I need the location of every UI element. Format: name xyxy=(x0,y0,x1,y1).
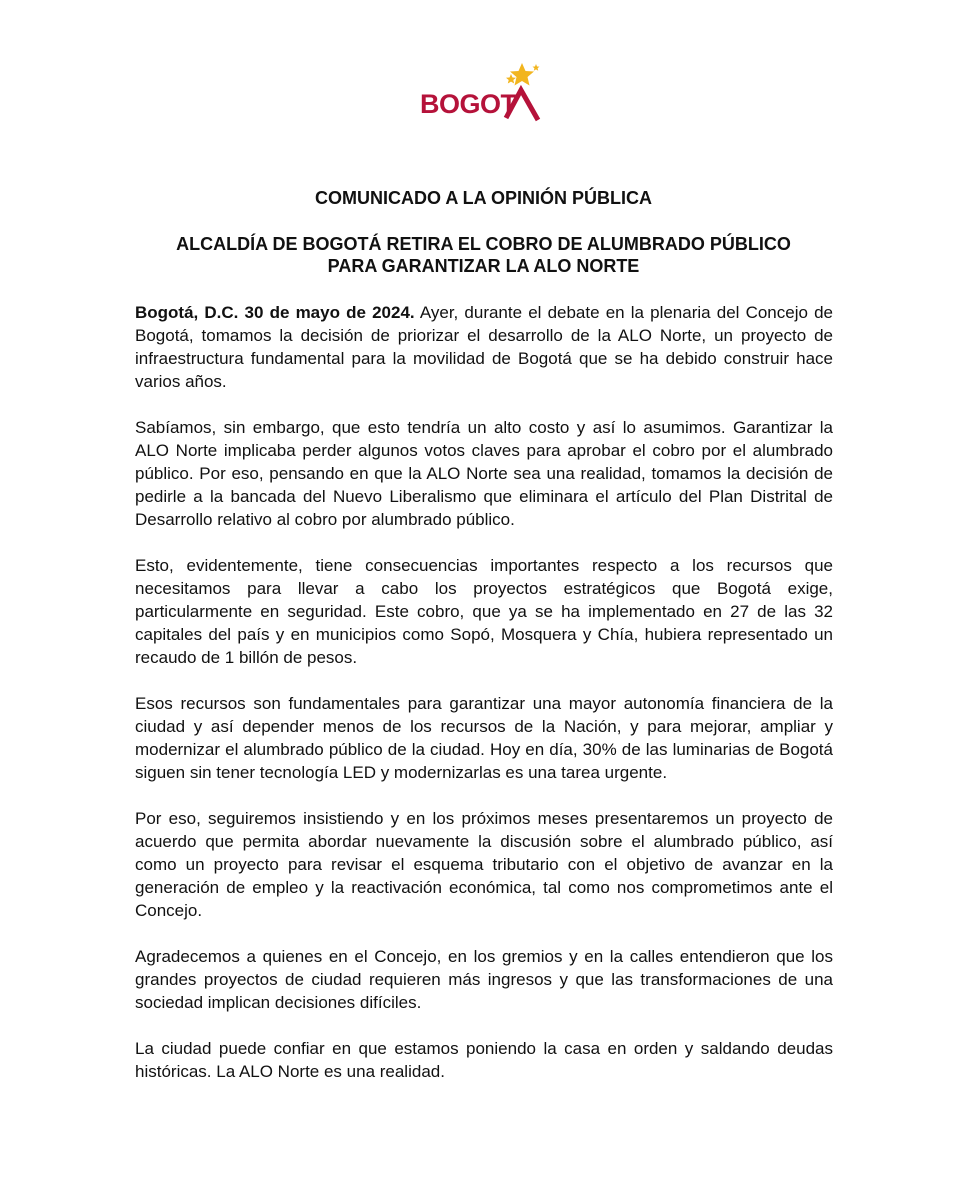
headline xyxy=(0,233,967,277)
paragraph-3: Esto, evidentemente, tiene consecuencias importantes respecto a los recursos que necesitamos para llevar a cabo los proyectos estratégicos que Bogotá exige, particularmente en seguridad. Este cobro, que ya se ha implementado en 27 de las 32 capitales del país y en municipios como Sopó, Mosquera y Chía, hubiera representado un recaudo de 1 billón de pesos. xyxy=(135,556,833,667)
logo-stars-icon xyxy=(420,60,544,126)
headline-line-1: ALCALDÍA DE BOGOTÁ RETIRA EL COBRO DE ALUMBRADO PÚBLICO xyxy=(176,234,791,254)
paragraph-1-text: Ayer, durante el debate en la plenaria del Concejo de Bogotá, tomamos la decisión de priorizar el desarrollo de la ALO Norte, un proyecto de infraestructura fundamental para la movilidad de Bogotá que se ha debido construir hace varios años. xyxy=(135,303,833,391)
paragraph-5: Por eso, seguiremos insistiendo y en los próximos meses presentaremos un proyecto de acuerdo que permita abordar nuevamente la discusión sobre el alumbrado público, así como un proyecto para revisar el esquema tributario con el objetivo de avanzar en la generación de empleo y la reactivación económica, tal como nos comprometimos ante el Concejo. xyxy=(135,809,833,920)
paragraph-4: Esos recursos son fundamentales para garantizar una mayor autonomía financiera de la ciudad y así depender menos de los recursos de la Nación, y para mejorar, ampliar y modernizar el alumbrado público de la ciudad. Hoy en día, 30% de las luminarias de Bogotá siguen sin tener tecnología LED y modernizarlas es una tarea urgente. xyxy=(135,694,833,782)
communique-title: COMUNICADO A LA OPINIÓN PÚBLICA xyxy=(315,188,652,208)
logo-star-small-icon xyxy=(506,74,516,84)
headline-line-2: PARA GARANTIZAR LA ALO NORTE xyxy=(327,256,640,276)
bogota-logo xyxy=(420,60,544,126)
paragraph-2: Sabíamos, sin embargo, que esto tendría un alto costo y así lo asumimos. Garantizar la ALO Norte implicaba perder algunos votos claves para aprobar el cobro por el alumbrado público. Por eso, pensando en que la ALO Norte sea una realidad, tomamos la decisión de pedirle a la bancada del Nuevo Liberalismo que eliminara el artículo del Plan Distrital de Desarrollo relativo al cobro por alumbrado público. xyxy=(135,418,833,529)
logo-star-tiny-icon xyxy=(533,64,540,71)
paragraph-6: Agradecemos a quienes en el Concejo, en los gremios y en la calles entendieron que los grandes proyectos de ciudad requieren más ingresos y que las transformaciones de una sociedad implican decisiones difíciles. xyxy=(135,947,833,1012)
paragraph-1 xyxy=(135,301,833,393)
logo-a-mark-icon xyxy=(506,90,538,120)
dateline: Bogotá, D.C. 30 de mayo de 2024. xyxy=(135,303,415,322)
paragraph-7: La ciudad puede confiar en que estamos poniendo la casa en orden y saldando deudas históricas. La ALO Norte es una realidad. xyxy=(135,1039,833,1081)
logo-wordmark: BOGOT xyxy=(420,89,517,119)
communique-body xyxy=(135,301,833,1106)
